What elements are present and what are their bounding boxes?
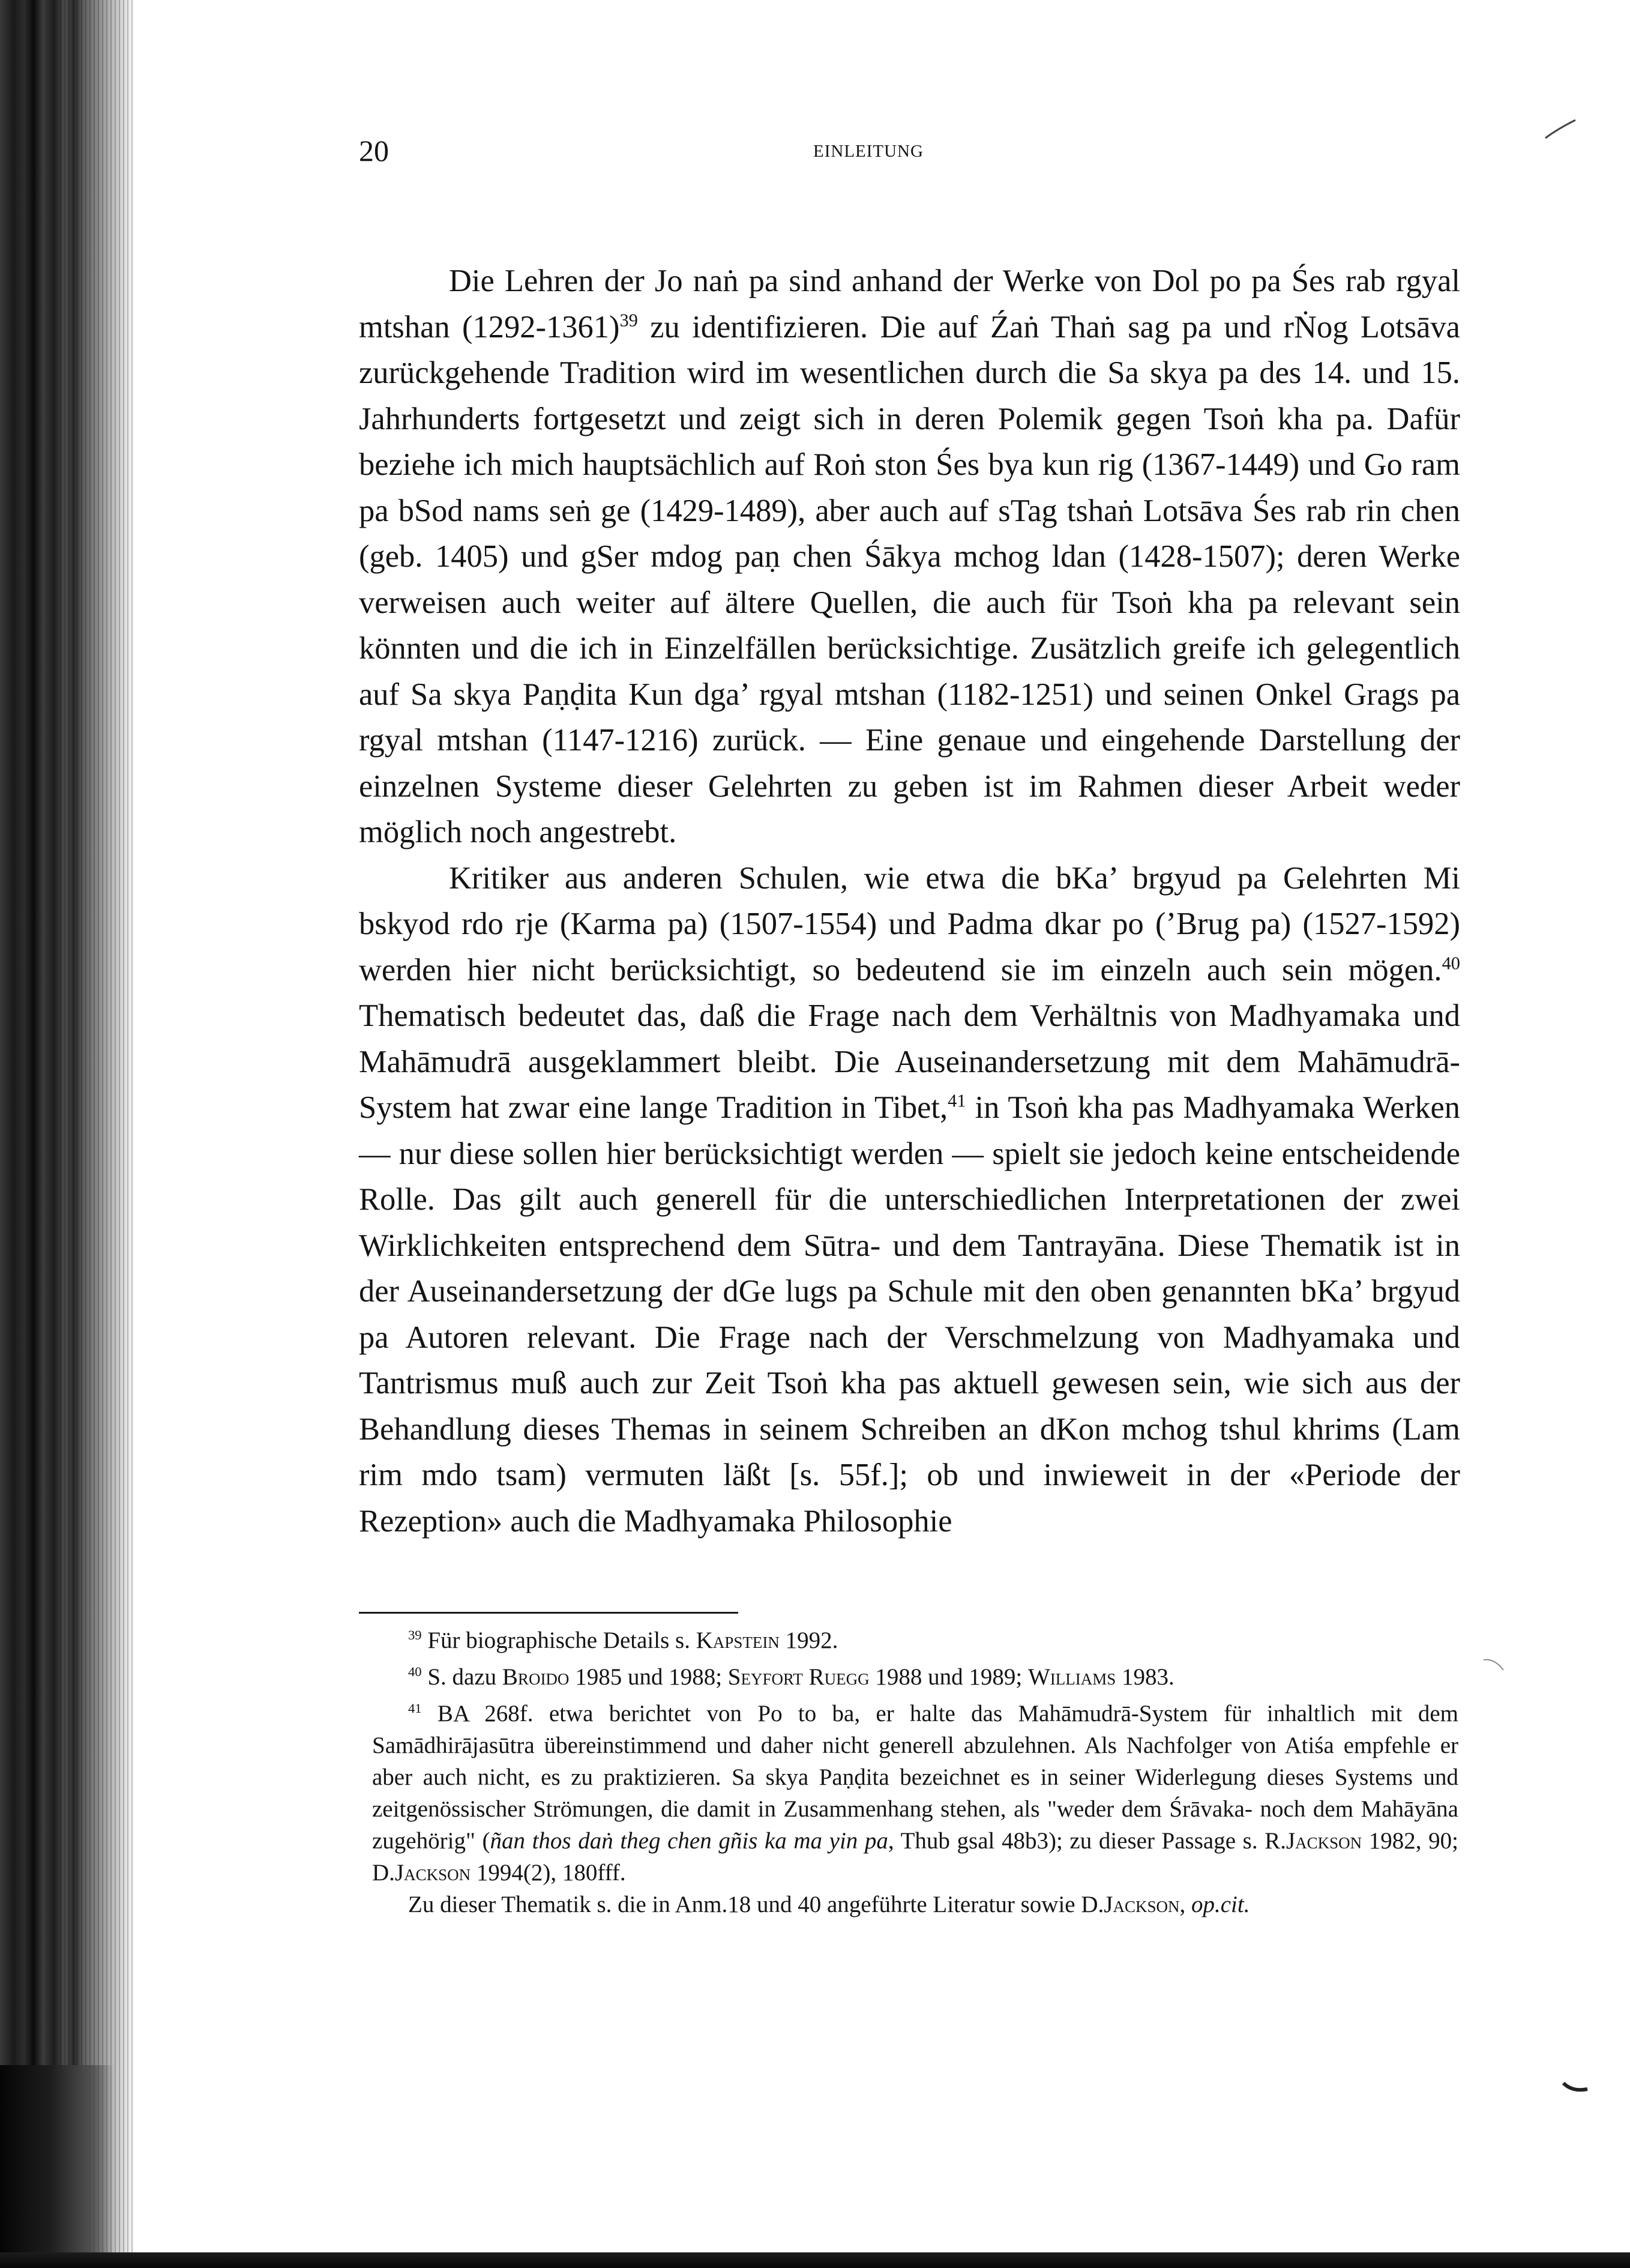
footnote-40: $^{40}$ S. dazu Broido 1985 und 1988; Seyfort Ruegg 1988 und 1989; Williams 1983.: [408, 1664, 1174, 1690]
footnotes: [372, 1624, 1458, 1925]
scan-speck-top-right: [1542, 117, 1578, 141]
footnote-ref-41[interactable]: 41: [948, 1090, 966, 1111]
page-number: 20: [359, 134, 389, 167]
scan-speck-bottom-right: [1560, 2077, 1590, 2095]
paragraph-1: Die Lehren der Jo naṅ pa sind anhand der Werke von Dol po pa Śes rab rgyal mtshan (1292-1361)$^{39}$ zu identifizieren. Die auf Źaṅ Thaṅ sag pa und rṄog Lotsāva zurückgehende Tradition wird im wesentlichen durch die Sa skya pa des 14. und 15. Jahrhunderts fortgesetzt und zeigt sich in deren Polemik gegen Tsoṅ kha pa. Dafür beziehe ich mich hauptsächlich auf Roṅ ston Śes bya kun rig (1367-1449) und Go ram pa bSod nams seṅ ge (1429-1489), aber auch auf sTag tshaṅ Lotsāva Śes rab rin chen (geb. 1405) und gSer mdog paṇ chen Śākya mchog ldan (1428-1507); deren Werke verweisen auch weiter auf ältere Quellen, die auch für Tsoṅ kha pa relevant sein könnten und die ich in Einzelfällen berücksichtige. Zusätzlich greife ich gelegentlich auf Sa skya Paṇḍita Kun dga’ rgyal mtshan (1182-1251) und seinen Onkel Grags pa rgyal mtshan (1147-1216) zurück. — Eine genaue und eingehende Darstellung der einzelnen Systeme dieser Gelehrten zu geben ist im Rahmen dieser Arbeit weder möglich noch angestrebt.: [359, 264, 1460, 849]
footnote-39: $^{39}$ Für biographische Details s. Kapstein 1992.: [408, 1627, 838, 1653]
running-title: EINLEITUNG: [813, 142, 924, 161]
footnote-41: $^{41}$ BA 268f. etwa berichtet von Po to ba, er halte das Mahāmudrā-System für inhaltlich mit dem Samādhirājasūtra übereinstimmend und daher nicht generell abzulehnen. Als Nachfolger von Atiśa empfehle er aber auch nicht, es zu praktizieren. Sa skya Paṇḍita bezeichnet es in seiner Widerlegung dieses Systems und zeitgenössischer Strömungen, die damit in Zusammenhang stehen, als "weder dem Śrāvaka- noch dem Mahāyāna zugehörig" (ñan thos daṅ theg chen gñis ka ma yin pa, Thub gsal 48b3); zu dieser Passage s. R.Jackson 1982, 90; D.Jackson 1994(2), 180fff.: [372, 1701, 1458, 1886]
scan-bottom-edge: [0, 2252, 1630, 2268]
footnote-ref-39[interactable]: 39: [619, 310, 638, 330]
spine-foot-shadow: [0, 2065, 114, 2268]
page-edge-lines: [60, 0, 135, 2268]
footnote-ref-40[interactable]: 40: [1442, 953, 1460, 973]
footnote-separator: [359, 1612, 738, 1614]
footnote-41-continuation: Zu dieser Thematik s. die in Anm.18 und 40 angeführte Literatur sowie D.Jackson, op.cit.: [408, 1892, 1250, 1917]
main-text: [359, 258, 1460, 1544]
paragraph-2: Kritiker aus anderen Schulen, wie etwa die bKa’ brgyud pa Gelehrten Mi bskyod rdo rje (Karma pa) (1507-1554) und Padma dkar po (’Brug pa) (1527-1592) werden hier nicht berücksichtigt, so bedeutend sie im einzeln auch sein mögen.$^{40}$ Thematisch bedeutet das, daß die Frage nach dem Verhältnis von Madhyamaka und Mahāmudrā ausgeklammert bleibt. Die Auseinandersetzung mit dem Mahāmudrā-System hat zwar eine lange Tradition in Tibet,$^{41}$ in Tsoṅ kha pas Madhyamaka Werken — nur diese sollen hier berücksichtigt werden — spielt sie jedoch keine entscheidende Rolle. Das gilt auch generell für die unterschiedlichen Interpretationen der zwei Wirklichkeiten entsprechend dem Sūtra- und dem Tantrayāna. Diese Thematik ist in der Auseinandersetzung der dGe lugs pa Schule mit den oben genannten bKa’ brgyud pa Autoren relevant. Die Frage nach der Verschmelzung von Madhyamaka und Tantrismus muß auch zur Zeit Tsoṅ kha pas aktuell gewesen sein, wie sich aus der Behandlung dieses Themas in seinem Schreiben an dKon mchog tshul khrims (Lam rim mdo tsam) vermuten läßt [s. 55f.]; ob und inwieweit in der «Periode der Rezeption» auch die Madhyamaka Philosophie: [359, 860, 1461, 1539]
scan-speck-right-margin: [1482, 1657, 1506, 1675]
